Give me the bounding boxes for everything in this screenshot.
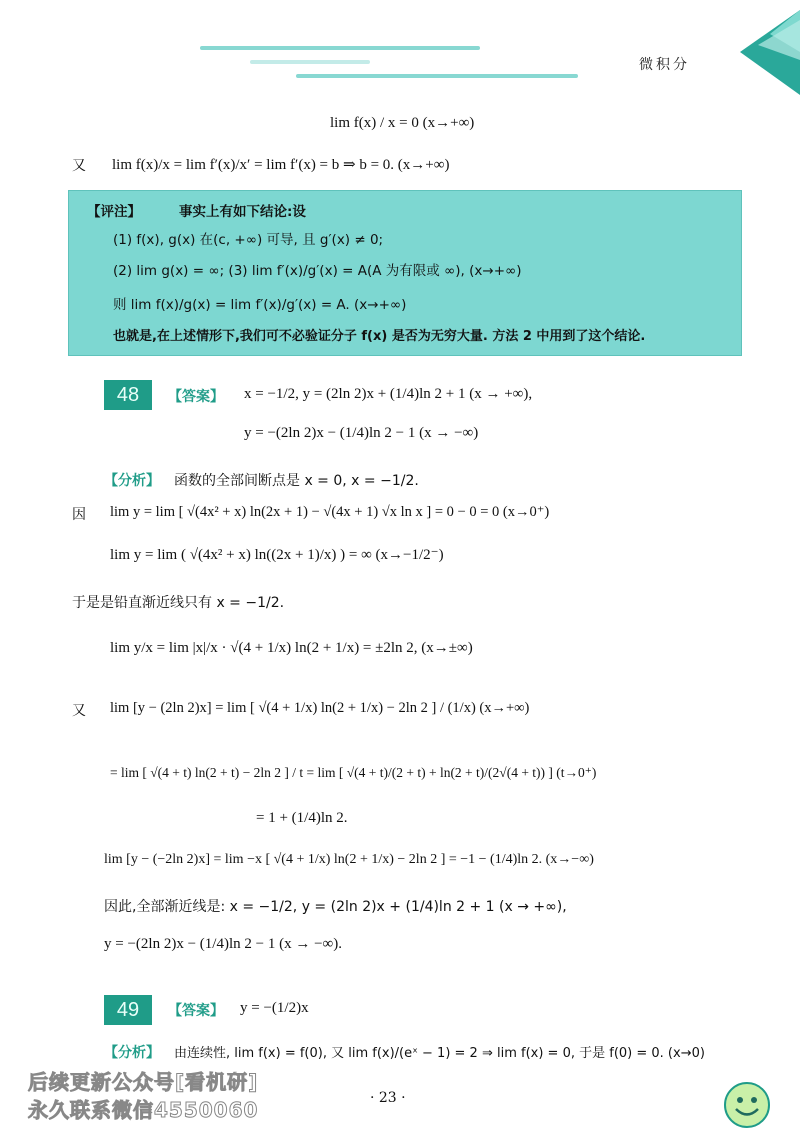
header-title: 微积分 [639, 57, 690, 73]
label-you-2: 又 [72, 703, 86, 719]
step-48-4: lim [y − (2ln 2)x] = lim [ √(4 + 1/x) ln(2 + 1/x) − 2ln 2 ] / (1/x) (x→+∞) [110, 700, 530, 716]
note-line-3: (2) lim g(x) = ∞; (3) lim f′(x)/g′(x) = A(A 为有限或 ∞), (x→+∞) [113, 263, 522, 279]
answer-label-49: 【答案】 [168, 1003, 224, 1019]
note-line-4: 则 lim f(x)/g(x) = lim f′(x)/g′(x) = A. (x→+∞) [113, 297, 407, 313]
corner-triangle-icon [730, 0, 800, 100]
analysis-label-49: 【分析】 [104, 1045, 160, 1061]
smiley-icon [722, 1080, 772, 1130]
answer-49: y = −(1/2)x [240, 1000, 309, 1016]
answer-label-48: 【答案】 [168, 389, 224, 405]
answer-48-line-2: y = −(2ln 2)x − (1/4)ln 2 − 1 (x → −∞) [244, 425, 479, 441]
step-48-1: lim y = lim [ √(4x² + x) ln(2x + 1) − √(4x + 1) √x ln x ] = 0 − 0 = 0 (x→0⁺) [110, 504, 550, 520]
note-line-1: 事实上有如下结论:设 [179, 204, 306, 220]
step-48-2: lim y = lim ( √(4x² + x) ln((2x + 1)/x) ) = ∞ (x→−1/2⁻) [110, 547, 444, 563]
problem-49-badge: 49 [104, 995, 152, 1025]
formula-limit-zero: lim f(x) / x = 0 (x→+∞) [330, 115, 475, 131]
note-box [68, 190, 742, 356]
watermark-line-1: 后续更新公众号[看机研] [28, 1070, 259, 1094]
step-48-7: lim [y − (−2ln 2)x] = lim −x [ √(4 + 1/x) ln(2 + 1/x) − 2ln 2 ] = −1 − (1/4)ln 2. (x→−∞) [104, 852, 594, 867]
watermark-line-2: 永久联系微信4550060 [28, 1098, 259, 1122]
analysis-label-48: 【分析】 [104, 473, 160, 489]
note-line-2: (1) f(x), g(x) 在(c, +∞) 可导, 且 g′(x) ≠ 0; [113, 232, 384, 248]
page-number: · 23 · [370, 1090, 406, 1106]
note-line-5: 也就是,在上述情形下,我们可不必验证分子 f(x) 是否为无穷大量. 方法 2 中用到了这个结论. [113, 329, 646, 344]
step-48-6: = 1 + (1/4)ln 2. [256, 810, 348, 826]
analysis-text-49: 由连续性, lim f(x) = f(0), 又 lim f(x)/(eˣ − 1) = 2 ⇒ lim f(x) = 0, 于是 f(0) = 0. (x→0) [174, 1046, 705, 1061]
problem-48-badge: 48 [104, 380, 152, 410]
header-stripe [200, 46, 480, 50]
analysis-text-48: 函数的全部间断点是 x = 0, x = −1/2. [174, 473, 419, 489]
label-you: 又 [72, 158, 86, 174]
header-stripe [250, 60, 370, 64]
vertical-asymptote-text: 于是是铅直渐近线只有 x = −1/2. [72, 595, 285, 611]
answer-48-line-1: x = −1/2, y = (2ln 2)x + (1/4)ln 2 + 1 (x → +∞), [244, 386, 533, 402]
label-yin: 因 [72, 507, 86, 523]
step-48-5: = lim [ √(4 + t) ln(2 + t) − 2ln 2 ] / t = lim [ √(4 + t)/(2 + t) + ln(2 + t)/(2√(4 + t)) ] (t→0⁺) [110, 765, 597, 780]
conclusion-48-2: y = −(2ln 2)x − (1/4)ln 2 − 1 (x → −∞). [104, 936, 342, 952]
conclusion-48-1: 因此,全部渐近线是: x = −1/2, y = (2ln 2)x + (1/4)ln 2 + 1 (x → +∞), [104, 899, 567, 915]
step-48-3: lim y/x = lim |x|/x · √(4 + 1/x) ln(2 + 1/x) = ±2ln 2, (x→±∞) [110, 640, 473, 656]
note-label: 【评注】 [87, 204, 141, 220]
header-stripe [296, 74, 578, 78]
formula-chain: lim f(x)/x = lim f′(x)/x′ = lim f′(x) = b ⇒ b = 0. (x→+∞) [112, 157, 450, 173]
